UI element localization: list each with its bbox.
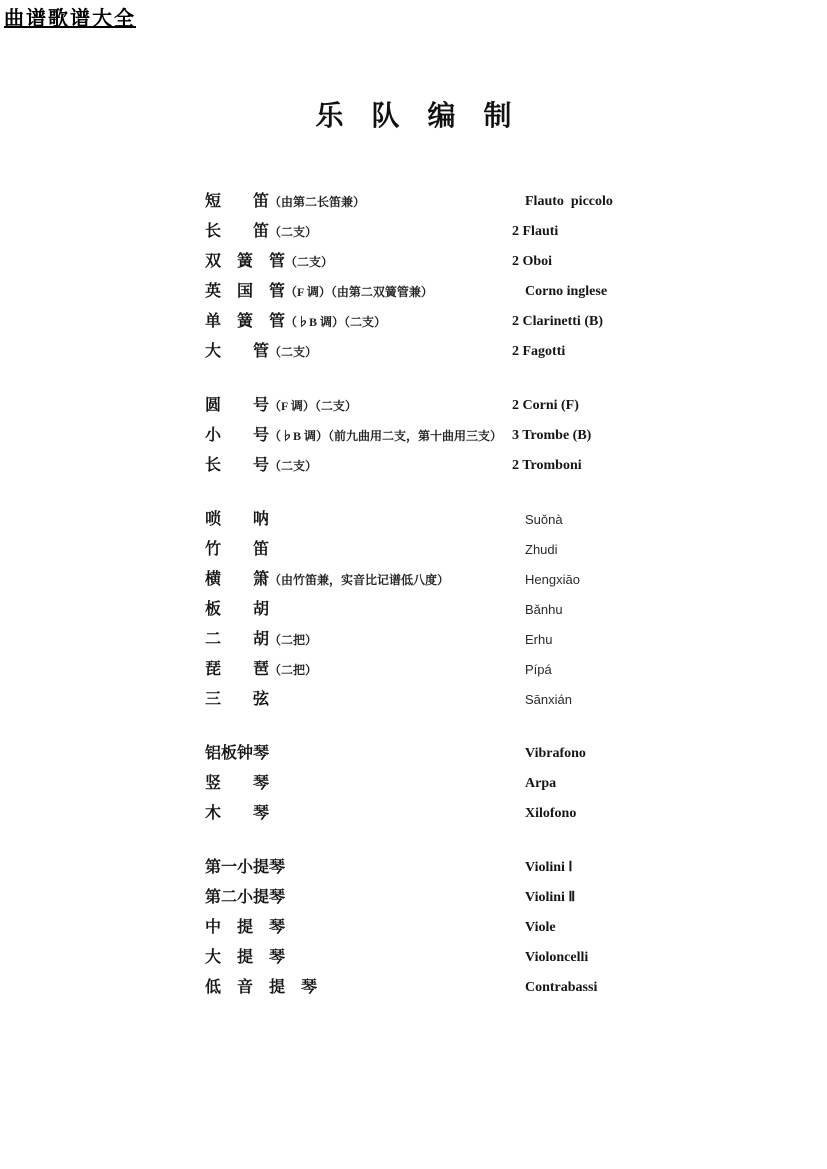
instrument-zh-name: 第一小提琴 [205, 859, 286, 876]
instrument-row [205, 307, 805, 337]
instrument-group [205, 187, 805, 367]
instrument-western-name: Corno inglese [525, 284, 608, 299]
instrument-row [205, 799, 805, 829]
instrument-note: （♭B 调）（前九曲用二支，第十曲用三支） [269, 429, 503, 443]
instrument-zh-name: 小 号 [205, 427, 270, 444]
instrument-row [205, 451, 805, 481]
instrument-zh-name: 二 胡 [205, 631, 270, 648]
instrument-western-name: Erhu [525, 632, 553, 647]
instrument-zh-name: 木 琴 [205, 805, 270, 822]
instrument-group [205, 505, 805, 715]
instrument-row [205, 913, 805, 943]
instrument-row [205, 943, 805, 973]
instrument-row [205, 853, 805, 883]
instrument-note: （由第二长笛兼） [269, 195, 366, 209]
instrument-western-name: Suǒnà [525, 512, 563, 527]
instrument-note: （由竹笛兼，实音比记谱低八度） [269, 573, 450, 587]
instrument-zh-name: 竹 笛 [205, 541, 270, 558]
instrument-zh-name: 板 胡 [205, 601, 270, 618]
instrument-western-name: Xilofono [525, 806, 577, 821]
instrument-western-name: 2 Tromboni [512, 458, 582, 473]
instrument-western-name: Violini Ⅱ [525, 890, 576, 905]
instrument-row [205, 391, 805, 421]
instrument-row [205, 739, 805, 769]
instrument-row [205, 277, 805, 307]
instrument-western-name: 2 Flauti [512, 224, 559, 239]
instrument-western-name: 2 Fagotti [512, 344, 566, 359]
instrument-western-name: Hengxiāo [525, 572, 580, 587]
instrument-zh-name: 长 号 [205, 457, 270, 474]
instrument-western-name: Bǎnhu [525, 602, 563, 617]
instrument-row [205, 337, 805, 367]
instrument-group [205, 853, 805, 1003]
instrument-western-name: Pípá [525, 662, 552, 677]
instrument-note: （F 调）（二支） [269, 399, 357, 413]
instrument-row [205, 973, 805, 1003]
instrument-zh-name: 铝板钟琴 [205, 745, 270, 762]
instrument-zh-name: 双 簧 管 [205, 253, 286, 270]
instrument-list [205, 187, 805, 1003]
instrument-row [205, 505, 805, 535]
instrument-note: （二支） [269, 345, 318, 359]
instrument-western-name: 2 Clarinetti (B) [512, 314, 603, 329]
instrument-row [205, 535, 805, 565]
instrument-zh-name: 琵 琶 [205, 661, 270, 678]
instrument-note: （二把） [269, 663, 318, 677]
site-header-link[interactable]: 曲谱歌谱大全 [4, 8, 136, 30]
instrument-note: （二支） [285, 255, 334, 269]
instrument-note: （二支） [269, 225, 318, 239]
instrument-western-name: 2 Oboi [512, 254, 553, 269]
instrument-note: （F 调）（由第二双簧管兼） [285, 285, 433, 299]
instrument-zh-name: 大 管 [205, 343, 270, 360]
instrument-zh-name: 竖 琴 [205, 775, 270, 792]
instrument-note: （二把） [269, 633, 318, 647]
instrument-row [205, 883, 805, 913]
instrument-zh-name: 英 国 管 [205, 283, 286, 300]
instrument-row [205, 685, 805, 715]
instrument-zh-name: 第二小提琴 [205, 889, 286, 906]
instrument-zh-name: 单 簧 管 [205, 313, 286, 330]
instrument-group [205, 739, 805, 829]
instrument-row [205, 247, 805, 277]
instrument-note: （二支） [269, 459, 318, 473]
instrument-zh-name: 大 提 琴 [205, 949, 286, 966]
instrument-zh-name: 中 提 琴 [205, 919, 286, 936]
instrument-western-name: Flauto piccolo [525, 194, 613, 209]
instrument-row [205, 655, 805, 685]
instrument-row [205, 217, 805, 247]
instrument-zh-name: 三 弦 [205, 691, 270, 708]
instrument-zh-name: 低 音 提 琴 [205, 979, 318, 996]
instrument-zh-name: 长 笛 [205, 223, 270, 240]
instrument-row [205, 187, 805, 217]
instrument-western-name: Violini Ⅰ [525, 860, 573, 875]
instrument-group [205, 391, 805, 481]
instrument-note: （♭B 调）（二支） [285, 315, 387, 329]
instrument-row [205, 565, 805, 595]
instrument-zh-name: 唢 呐 [205, 511, 270, 528]
instrument-western-name: Violoncelli [525, 950, 589, 965]
instrument-row [205, 595, 805, 625]
instrument-western-name: Arpa [525, 776, 557, 791]
instrument-zh-name: 短 笛 [205, 193, 270, 210]
instrument-row [205, 769, 805, 799]
instrument-row [205, 421, 805, 451]
instrument-zh-name: 横 箫 [205, 571, 270, 588]
instrument-western-name: Vibrafono [525, 746, 586, 761]
instrument-row [205, 625, 805, 655]
instrument-zh-name: 圆 号 [205, 397, 270, 414]
instrument-western-name: Contrabassi [525, 980, 598, 995]
instrument-western-name: Viole [525, 920, 556, 935]
instrument-western-name: Zhudi [525, 542, 558, 557]
instrument-western-name: 3 Trombe (B) [512, 428, 592, 443]
instrument-western-name: 2 Corni (F) [512, 398, 579, 413]
page-title: 乐 队 编 制 [315, 101, 512, 132]
instrument-western-name: Sānxián [525, 692, 572, 707]
